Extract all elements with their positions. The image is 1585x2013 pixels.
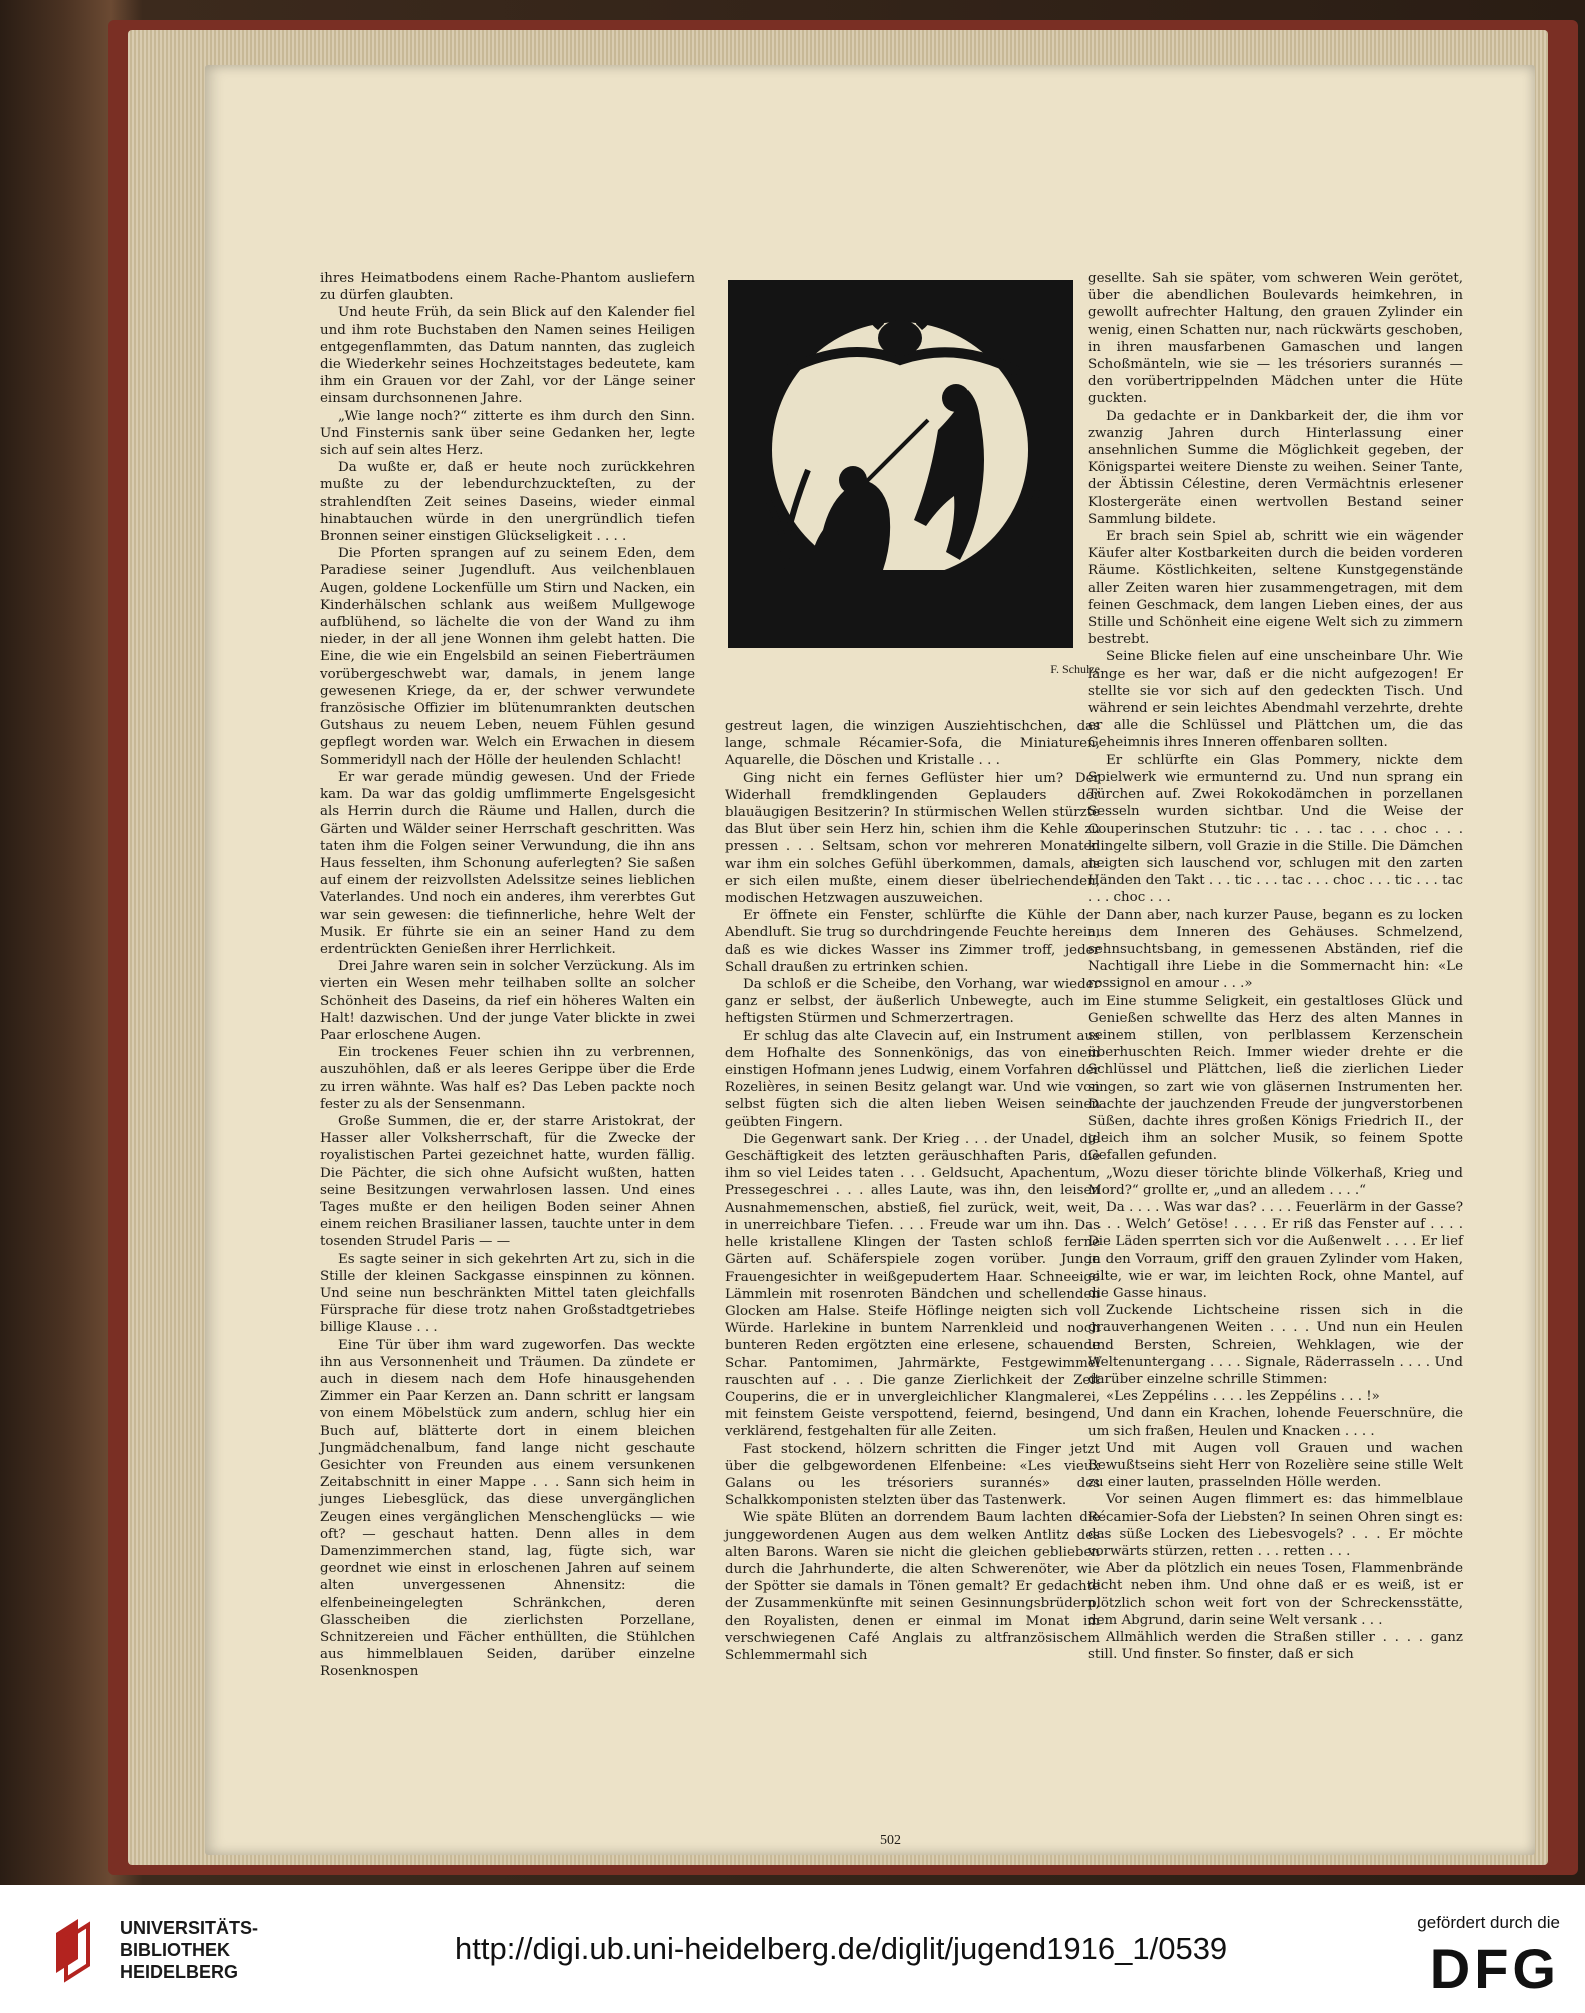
- paragraph: Er schlug das alte Clavecin auf, ein Instrument aus dem Hofhalte des Sonnenkönigs, das von einem einstigen Hofmann jenes Ludwig, einem Vorfahren der Rozelières, in seinen Besitz gelangt war. Und wie von selbst fügten sich die alten lieben Weisen seinen geübten Fingern.: [725, 1028, 1100, 1130]
- paragraph: Ein trockenes Feuer schien ihn zu verbrennen, auszuhöhlen, daß er als leeres Gerippe über die Erde zu irren wähnte. Was half es? Das Leben packte noch fester zu als der Sensenmann.: [320, 1045, 695, 1112]
- paragraph: Vor seinen Augen flimmert es: das himmelblaue Récamier-Sofa der Liebsten? In seinen Ohren singt es: das süße Locken des Liebesvogels? . . . Er möchte vorwärts stürzen, retten . . . retten . . .: [1088, 1492, 1463, 1560]
- paragraph: ihres Heimatbodens einem Rache-Phantom ausliefern zu dürfen glaubten.: [320, 271, 695, 304]
- paragraph: Und heute Früh, da sein Blick auf den Kalender fiel und ihm rote Buchstaben den Namen seines Heiligen entgegenflammten, das Datum nannten, das zugleich die Wiederkehr seines Hochzeitstages bedeutete, kam ihm ein Grauen vor der Zahl, vor der Länge seiner einsam durchsonnenen Jahre.: [320, 305, 695, 407]
- paragraph: „Wie lange noch?“ zitterte es ihm durch den Sinn. Und Finsternis sank über seine Gedanken her, legte sich auf sein altes Herz.: [320, 408, 695, 459]
- paragraph: Er öffnete ein Fenster, schlürfte die Kühle der Abendluft. Sie trug so durchdringende Feuchte herein, daß es wie dickes Wasser ins Zimmer troff, jeder Schall draußen zu ertrinken schien.: [725, 908, 1100, 975]
- paragraph: «Les Zeppélins . . . . les Zeppélins . . . !»: [1106, 1389, 1380, 1405]
- text-column-left: [320, 270, 695, 1681]
- institution-name: [120, 1917, 258, 1983]
- paragraph: Er brach sein Spiel ab, schritt wie ein wägender Käufer alter Kostbarkeiten durch die beiden vorderen Räume. Köstlichkeiten, seltene Kunstgegenstände aller Zeiten waren hier zusammengetragen, mit dem feinen Geschmack, dem langen Lieben eines, der aus Stille und Schönheit eine eigene Welt sich zu zimmern bestrebt.: [1088, 529, 1463, 648]
- silhouette-illustration: [728, 280, 1073, 648]
- funded-by-text: gefördert durch die: [1417, 1913, 1560, 1932]
- paragraph: Er schlürfte ein Glas Pommery, nickte dem Spielwerk wie ermunternd zu. Und nun sprang ein Türchen auf. Zwei Rokokodämchen in porzellanen Sesseln wurden sichtbar. Und die Weise der Couperinschen Stutzuhr: tic . . . tac . . . choc . . . klingelte silbern, voll Grazie in die Stille. Die Dämchen neigten sich lauschend vor, schlugen mit den zarten Händen den Takt . . . tic . . . tac . . . choc . . . tic . . . tac . . . choc . . .: [1088, 752, 1463, 906]
- paragraph: Allmählich werden die Straßen stiller . . . . ganz still. Und finster. So finster, daß er sich: [1088, 1630, 1463, 1663]
- permalink-url[interactable]: http://digi.ub.uni-heidelberg.de/diglit/jugend1916_1/0539: [455, 1931, 1228, 1966]
- paragraph: gesellte. Sah sie später, vom schweren Wein gerötet, über die abendlichen Boulevards heimkehren, in gewollt aufrechter Haltung, den grauen Zylinder ein wenig, einen Schatten nur, nach rückwärts geschoben, in ihren mausfarbenen Gamaschen und langen Schoßmänteln, wie sie — les trésoriers surannés — den vorübertrippelnden Mädchen unter die Hüte guckten.: [1088, 271, 1463, 407]
- illustration-caption: F. Schulze: [1050, 662, 1100, 676]
- paragraph: Und dann ein Krachen, lohende Feuerschnüre, die um sich fraßen, Heulen und Knacken . . . .: [1088, 1406, 1463, 1439]
- paragraph: Da schloß er die Scheibe, den Vorhang, war wieder ganz er selbst, der äußerlich Unbewegte, auch im heftigsten Stürmen und Schmerzertragen.: [725, 977, 1100, 1027]
- paragraph: „Wozu dieser törichte blinde Völkerhaß, Krieg und Mord?“ grollte er, „und an alledem . . . .“: [1088, 1165, 1463, 1198]
- institution-line-2: BIBLIOTHEK: [120, 1940, 230, 1960]
- dfg-logo: DFG: [1429, 1937, 1560, 2000]
- paragraph: Dann aber, nach kurzer Pause, begann es zu locken aus dem Inneren des Gehäuses. Schmelzend, sehnsuchtsbang, in gemessenen Abständen, rief die Nachtigall ihre Liebe in die Sommernacht hin: «Le rossignol en amour . . .»: [1088, 907, 1463, 992]
- paragraph: Drei Jahre waren sein in solcher Verzückung. Als im vierten ein Wesen mehr teilhaben sollte an solcher Schönheit des Daseins, da rief ein höheres Walten ein Halt! dazwischen. Und der junge Vater blickte in zwei Paar erloschene Augen.: [320, 959, 695, 1043]
- institution-line-3: HEIDELBERG: [120, 1962, 239, 1982]
- text-column-right: [1088, 270, 1463, 1663]
- institution-line-1: UNIVERSITÄTS-: [120, 1918, 259, 1938]
- paragraph: gestreut lagen, die winzigen Ausziehtischchen, das lange, schmale Récamier-Sofa, die Miniaturen, Aquarelle, die Döschen und Kristalle . . .: [725, 719, 1100, 769]
- paragraph: Große Summen, die er, der starre Aristokrat, der Hasser aller Volksherrschaft, für die Zwecke der royalistischen Partei gezeichnet hatte, wurden fällig. Die Pächter, die sich ohne Aufsicht wußten, hatten seine Besitzungen verwahrlosen lassen. Und eines Tages mußte er den heiligen Boden seiner Ahnen einem reichen Brasilianer lassen, tauchte unter in dem tosenden Strudel Paris — —: [320, 1113, 695, 1250]
- paragraph: Die Gegenwart sank. Der Krieg . . . der Unadel, die Geschäftigkeit des letzten geräuschhaften Paris, die ihm so viel Leides taten . . . Geldsucht, Apachentum, Pressegeschrei . . . alles Laute, was ihn, den leisen Ausnahmemenschen, abstieß, fiel zurück, weit, weit, in unerreichbare Tiefen. . . . Freude war um ihn. Das helle kristallene Klingen der Tasten schloß ferne Gärten auf. Schäferspiele zogen vorüber. Junge Frauengesichter in weißgepudertem Haar. Schneeige Lämmlein mit rosenroten Bändchen und schellenden Glocken am Halse. Steife Höflinge neigten sich voll Würde. Harlekine in buntem Narrenkleid und noch bunteren Reden ergötzten eine erlesene, schauende Schar. Pantomimen, Jahrmärkte, Festgewimmel rauschten auf . . . Die ganze Zierlichkeit der Zeit Couperins, die er in unvergleichlicher Klangmalerei, mit feinstem Geiste verspottend, feiernd, besingend, verklärend, festgehalten für alle Zeiten.: [725, 1131, 1100, 1440]
- paragraph: Seine Blicke fielen auf eine unscheinbare Uhr. Wie lange es her war, daß er die nicht aufgezogen! Er stellte sie vor sich auf den gedeckten Tisch. Und während er sein leichtes Abendmahl verzehrte, drehte er alle die Schlüssel und Plättchen um, die das Geheimnis ihres Inneren offenbaren sollten.: [1088, 649, 1463, 751]
- text-column-middle: [725, 718, 1100, 1664]
- university-library-logo-icon: [48, 1913, 108, 1983]
- paragraph: Da wußte er, daß er heute noch zurückkehren mußte zu der lebendurchzuckteſten, zu der strahlendſten Zeit seines Daseins, wieder einmal hinabtauchen würde in den unergründlich tiefen Bronnen seiner einstigen Glückseligkeit . . . .: [320, 460, 695, 545]
- paragraph: Eine stumme Seligkeit, ein gestaltloses Glück und Genießen schwellte das Herz des alten Mannes in seinem stillen, von perlblassem Kerzenschein überhuschten Reich. Immer wieder drehte er die Schlüssel und Plättchen, ließ die zierlichen Lieder singen, so zart wie von gläsernen Instrumenten her. Dachte der jauchzenden Freude der jungverstorbenen Süßen, dachte ihres großen Königs Friedrich II., der gleich ihm an solcher Musik, so feinem Spotte Gefallen gefunden.: [1088, 993, 1463, 1164]
- paragraph: Zuckende Lichtscheine rissen sich in die grauverhangenen Weiten . . . . Und nun ein Heulen und Bersten, Schreien, Wehklagen, wie der Weltenuntergang . . . . Signale, Räderrasseln . . . . Und darüber einzelne schrille Stimmen:: [1088, 1303, 1463, 1387]
- paragraph: Da gedachte er in Dankbarkeit der, die ihm vor zwanzig Jahren durch Hinterlassung einer ansehnlichen Summe die Möglichkeit gegeben, der Königspartei weitere Dienste zu weihen. Seiner Tante, der Äbtissin Célestine, deren Vermächtnis erlesener Klostergeräte einen wertvollen Bestand seiner Sammlung bildete.: [1088, 408, 1463, 527]
- paragraph: Er war gerade mündig gewesen. Und der Friede kam. Da war das goldig umflimmerte Engelsgesicht als Herrin durch die Räume und Hallen, durch die Gärten und Wälder seiner Herrschaft geschritten. Was taten ihm die Folgen seiner Verwundung, die ihn ans Haus fesselten, ihm Schonung auferlegten? Sie saßen auf einem der reizvollsten Adelssitze seines lieblichen Vaterlandes. Und noch ein anderes, ihm vererbtes Gut war sein gewesen: die tiefinnerliche, hehre Welt der Musik. Er führte sie ein an seiner Hand zu dem erdentrückten Genießen ihrer Herrlichkeit.: [320, 769, 695, 957]
- faun-silhouette-image: [728, 280, 1073, 648]
- paragraph: Da . . . . Was war das? . . . . Feuerlärm in der Gasse? . . . . Welch’ Getöse! . . . . Er riß das Fenster auf . . . . Die Läden sperrten sich vor die Außenwelt . . . . Er lief in den Vorraum, griff den grauen Zylinder vom Haken, eilte, wie er war, im leichten Rock, ohne Mantel, auf die Gasse hinaus.: [1088, 1199, 1463, 1301]
- paragraph: Aber da plötzlich ein neues Tosen, Flammenbrände dicht neben ihm. Und ohne daß er es weiß, ist er plötzlich schon weit fort von der Schreckensstätte, dem Abgrund, darin seine Welt versank . . .: [1088, 1561, 1463, 1628]
- paragraph: Fast stockend, hölzern schritten die Finger jetzt über die gelbgewordenen Elfenbeine: «Les vieux Galans ou les trésoriers surannés» des Schalkkomponisten stelzten über das Tastenwerk.: [725, 1441, 1100, 1509]
- paragraph: Und mit Augen voll Grauen und wachen Bewußtseins sieht Herr von Rozelière seine stille Welt zu einer lauten, prasselnden Hölle werden.: [1088, 1440, 1463, 1491]
- paragraph: Die Pforten sprangen auf zu seinem Eden, dem Paradiese seiner Jugendluft. Aus veilchenblauen Augen, goldene Lockenfülle um Stirn und Nacken, ein Kinderhälschen schlank aus weißem Mullgewoge aufblühend, so lächelte die von der Wand zu ihm nieder, in der all jene Wonnen ihm gelebt hatten. Die Eine, die wie ein Engelsbild an seinen Fieberträumen vorübergeschwebt war, damals, in jenem lange gewesenen Kriege, da er, der schwer verwundete französische Offizier im blütenumrankten deutschen Gutshaus zu neuem Leben, neuem Fühlen gesund gepflegt worden war. Welch ein Erwachen in diesem Sommeridyll nach der Hölle der heulenden Schlacht!: [320, 546, 695, 768]
- paragraph: Wie späte Blüten an dorrendem Baum lachten die junggewordenen Augen aus dem welken Antlitz des alten Barons. Waren sie nicht die gleichen geblieben durch die Jahrhunderte, die alten Schwerenöter, wie der Spötter sie damals in Tönen gemalt? Er gedachte der Zusammenkünfte mit seinen Gesinnungsbrüdern, den Royalisten, denen er einmal im Monat im verschwiegenen Café Anglais zu altfranzösischem Schlemmermahl sich: [725, 1510, 1100, 1663]
- viewer-footer: [0, 1885, 1585, 2013]
- page-number: 502: [880, 1833, 901, 1848]
- paragraph: Eine Tür über ihm ward zugeworfen. Das weckte ihn aus Versonnenheit und Träumen. Da zündete er auch in diesem nach dem Hofe hinausgehenden Zimmer ein Paar Kerzen an. Dann schritt er langsam von einem Möbelstück zum andern, schlug hier ein Buch auf, blätterte dort in einem bleichen Jungmädchenalbum, fand lange nicht geschaute Gesichter von Freunden aus einem versunkenen Zeitabschnitt in einer Mappe . . . Sann sich heim in junges Liebesglück, das diese unvergänglichen Zeugen eines vergänglichen Menschenglücks — wie oft? — geschaut hatten. Denn alles in dem Damenzimmerchen stand, lag, fügte sich, war geordnet wie einst in erloschenen Jahren auf seinem alten unvergessenen Ahnensitz: die elfenbeineingelegten Schränkchen, deren Glasscheiben die zierlichsten Porzellane, Schnitzereien und Fächer enthüllten, die Stühlchen aus himmelblauen Seiden, darüber einzelne Rosenknospen: [320, 1337, 695, 1680]
- paragraph: Es sagte seiner in sich gekehrten Art zu, sich in die Stille der kleinen Sackgasse einspinnen zu können. Und seine nun beschränkten Mittel taten gleichfalls Fürsprache für diese trotz nahen Großstadtgetriebes billige Klause . . .: [320, 1251, 695, 1336]
- paragraph: Ging nicht ein fernes Geflüster hier um? Der Widerhall fremdklingenden Geplauders der blauäugigen Besitzerin? In stürmischen Wellen stürzte das Blut über sein Herz hin, schien ihm die Kehle zu pressen . . . Seltsam, schon vor mehreren Monaten war ihm ein solches Gefühl überkommen, damals, als er sich eilen mußte, einem dieser übelriechenden, modischen Hetzwagen auszuweichen.: [725, 770, 1100, 907]
